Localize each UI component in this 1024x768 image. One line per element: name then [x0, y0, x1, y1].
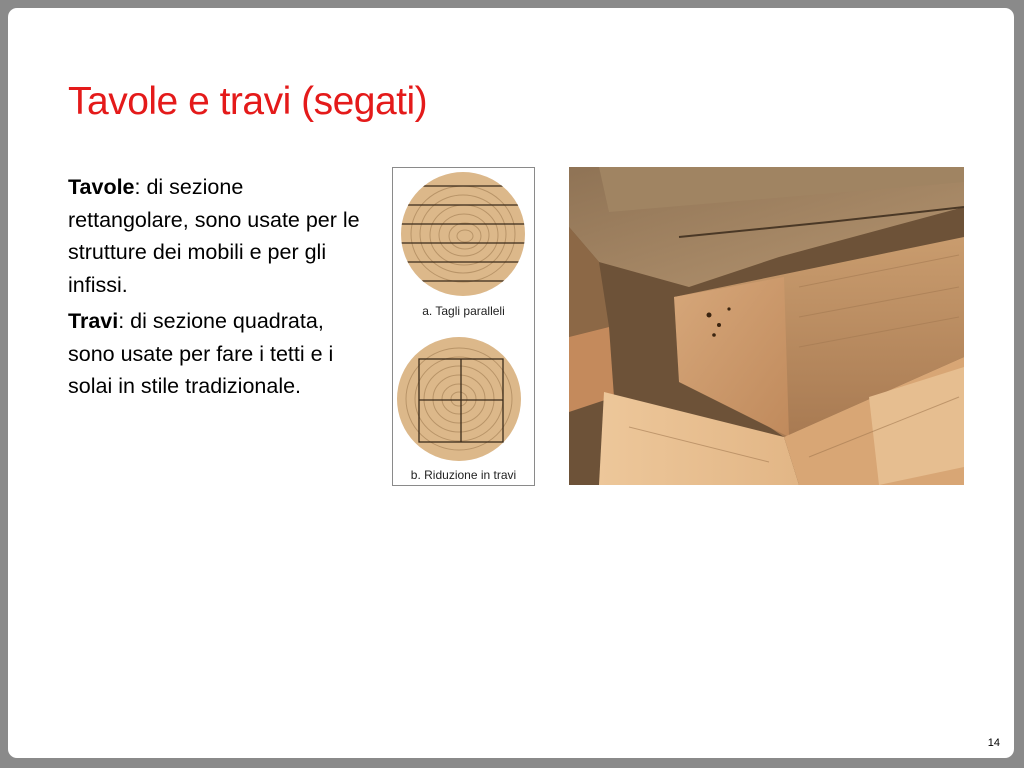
- timber-beams-photo: [569, 167, 964, 485]
- log-beam-reduction: [397, 337, 521, 461]
- log-cut-diagram: [392, 167, 535, 486]
- log-cross-section-icon: [393, 168, 534, 485]
- caption-beam-reduction: b. Riduzione in travi: [410, 468, 517, 482]
- caption-parallel-cuts: a. Tagli paralleli: [422, 304, 505, 318]
- desc-travi: : di sezione quadrata, sono usate per fare i tetti e i solai in stile tradizionale.: [68, 309, 334, 398]
- slide-title: Tavole e travi (segati): [68, 80, 428, 123]
- term-travi: Travi: [68, 309, 119, 333]
- log-parallel-cuts: [393, 172, 534, 296]
- desc-tavole: : di sezione rettangolare, sono usate per le strutture dei mobili e per gli infissi.: [68, 175, 360, 297]
- paragraph-tavole: [68, 171, 368, 301]
- body-text: [68, 171, 368, 407]
- page-number: 14: [987, 737, 1000, 749]
- term-tavole: Tavole: [68, 175, 135, 199]
- paragraph-travi: [68, 305, 368, 403]
- slide: [8, 8, 1014, 758]
- stacked-timber-beams-icon: [569, 167, 964, 485]
